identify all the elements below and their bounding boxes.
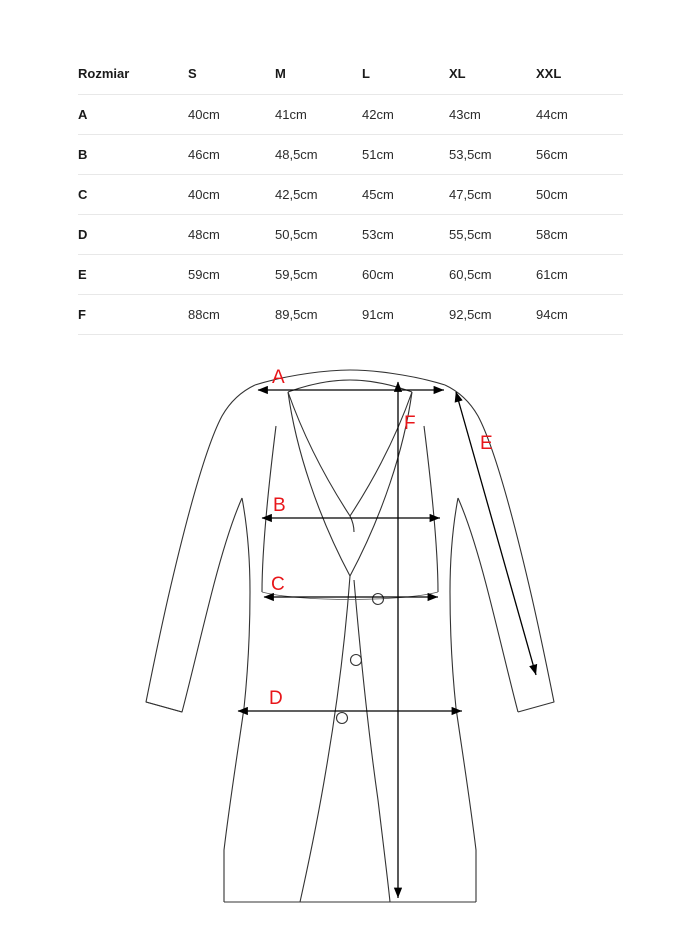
table-row bbox=[78, 135, 623, 175]
table-row bbox=[78, 295, 623, 335]
column-header-xl: XL bbox=[449, 52, 536, 95]
row-label-c: C bbox=[78, 175, 188, 215]
cell-d-xxl: 58cm bbox=[536, 215, 623, 255]
cell-c-xxl: 50cm bbox=[536, 175, 623, 215]
cell-b-s: 46cm bbox=[188, 135, 275, 175]
cell-e-xl: 60,5cm bbox=[449, 255, 536, 295]
row-label-d: D bbox=[78, 215, 188, 255]
cell-d-m: 50,5cm bbox=[275, 215, 362, 255]
garment-measurement-diagram bbox=[0, 330, 700, 930]
cell-c-s: 40cm bbox=[188, 175, 275, 215]
diagram-svg bbox=[0, 330, 700, 930]
row-label-b: B bbox=[78, 135, 188, 175]
measurement-arrows bbox=[238, 382, 536, 898]
measurement-labels bbox=[269, 367, 493, 709]
size-table-header bbox=[78, 52, 623, 95]
cell-b-l: 51cm bbox=[362, 135, 449, 175]
cell-a-xxl: 44cm bbox=[536, 95, 623, 135]
label-d: D bbox=[269, 688, 283, 709]
cell-f-m: 89,5cm bbox=[275, 295, 362, 335]
cell-e-m: 59,5cm bbox=[275, 255, 362, 295]
cell-a-l: 42cm bbox=[362, 95, 449, 135]
cell-d-s: 48cm bbox=[188, 215, 275, 255]
cell-f-xl: 92,5cm bbox=[449, 295, 536, 335]
coat-buttons bbox=[337, 594, 384, 724]
coat-outline bbox=[146, 370, 554, 902]
cell-d-l: 53cm bbox=[362, 215, 449, 255]
table-row bbox=[78, 255, 623, 295]
button-icon bbox=[337, 713, 348, 724]
cell-f-s: 88cm bbox=[188, 295, 275, 335]
cell-c-xl: 47,5cm bbox=[449, 175, 536, 215]
cell-b-m: 48,5cm bbox=[275, 135, 362, 175]
size-table bbox=[78, 52, 623, 335]
row-label-e: E bbox=[78, 255, 188, 295]
label-e: E bbox=[480, 433, 493, 454]
label-a: A bbox=[272, 367, 285, 388]
label-b: B bbox=[273, 495, 286, 516]
button-icon bbox=[351, 655, 362, 666]
cell-e-s: 59cm bbox=[188, 255, 275, 295]
cell-b-xl: 53,5cm bbox=[449, 135, 536, 175]
cell-a-xl: 43cm bbox=[449, 95, 536, 135]
row-label-a: A bbox=[78, 95, 188, 135]
cell-a-m: 41cm bbox=[275, 95, 362, 135]
size-table-body bbox=[78, 95, 623, 335]
cell-f-l: 91cm bbox=[362, 295, 449, 335]
column-header-m: M bbox=[275, 52, 362, 95]
table-row bbox=[78, 215, 623, 255]
cell-d-xl: 55,5cm bbox=[449, 215, 536, 255]
arrow-e bbox=[456, 392, 536, 675]
cell-c-m: 42,5cm bbox=[275, 175, 362, 215]
cell-e-l: 60cm bbox=[362, 255, 449, 295]
cell-a-s: 40cm bbox=[188, 95, 275, 135]
table-row bbox=[78, 175, 623, 215]
cell-e-xxl: 61cm bbox=[536, 255, 623, 295]
column-header-xxl: XXL bbox=[536, 52, 623, 95]
column-header-s: S bbox=[188, 52, 275, 95]
label-f: F bbox=[404, 413, 416, 434]
row-label-f: F bbox=[78, 295, 188, 335]
label-c: C bbox=[271, 574, 285, 595]
cell-b-xxl: 56cm bbox=[536, 135, 623, 175]
column-header-l: L bbox=[362, 52, 449, 95]
table-header-row bbox=[78, 52, 623, 95]
cell-f-xxl: 94cm bbox=[536, 295, 623, 335]
column-header-rozmiar: Rozmiar bbox=[78, 52, 188, 95]
cell-c-l: 45cm bbox=[362, 175, 449, 215]
table-row bbox=[78, 95, 623, 135]
size-table-container bbox=[78, 52, 623, 335]
